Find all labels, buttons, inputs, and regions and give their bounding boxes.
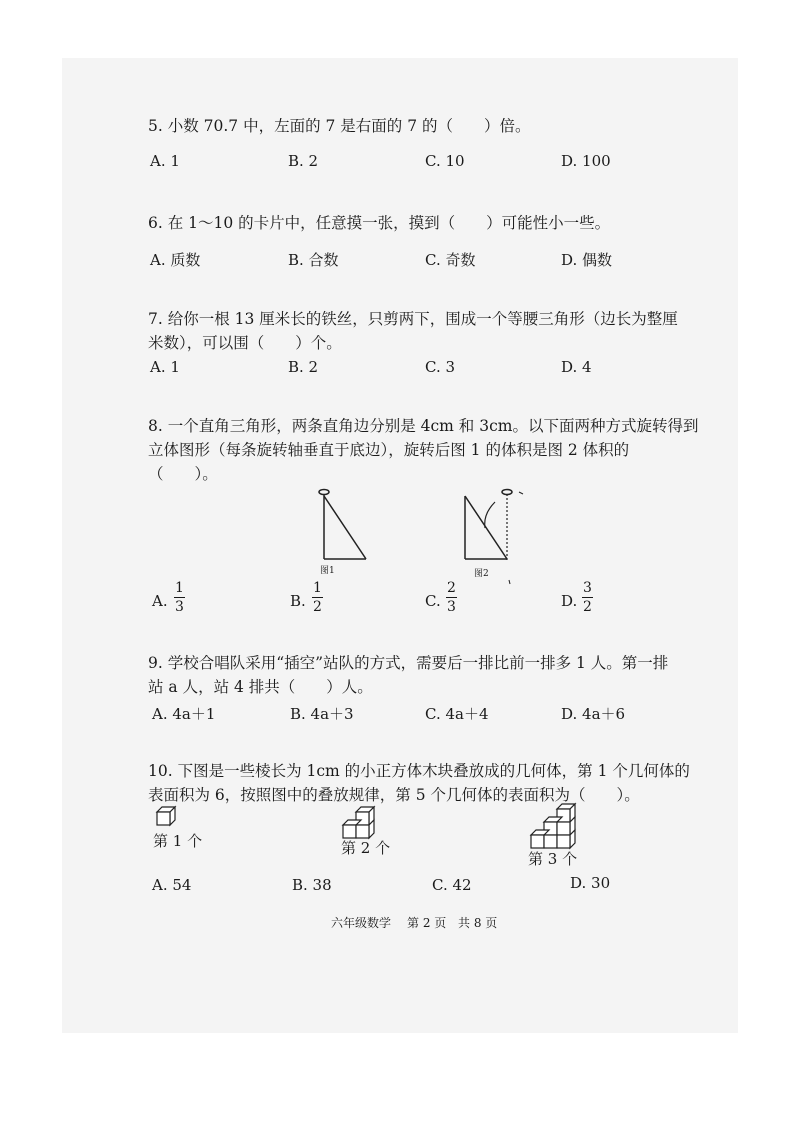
q8-option-d-numerator: 3 <box>583 580 592 596</box>
q8-option-d-denominator: 2 <box>583 599 592 615</box>
cube-stack-1-label: 第 1 个 <box>153 832 203 850</box>
question-10-line-1: 10. 下图是一些棱长为 1cm 的小正方体木块叠放成的几何体，第 1 个几何体的 <box>148 762 690 780</box>
question-8-line-2: 立体图形（每条旋转轴垂直于底边），旋转后图 1 的体积是图 2 体积的 <box>148 441 630 459</box>
q9-option-b[interactable]: B. 4a＋3 <box>290 705 354 723</box>
figure-2-label: 图2 <box>474 569 489 579</box>
q6-option-c[interactable]: C. 奇数 <box>425 251 476 269</box>
q8-option-c-fraction[interactable] <box>446 580 457 615</box>
question-7-line-2: 米数），可以围（ ）个。 <box>148 334 342 352</box>
q8-option-d-fraction[interactable] <box>582 580 593 615</box>
q10-option-c[interactable]: C. 42 <box>432 876 472 894</box>
q7-option-d[interactable]: D. 4 <box>561 358 592 376</box>
q5-option-d[interactable]: D. 100 <box>561 152 611 170</box>
q8-option-d-letter[interactable]: D. <box>561 592 578 610</box>
q9-option-a[interactable]: A. 4a＋1 <box>152 705 216 723</box>
question-6-text: 6. 在 1～10 的卡片中，任意摸一张，摸到（ ）可能性小一些。 <box>148 214 611 232</box>
fraction-bar <box>582 597 593 598</box>
question-7-line-1: 7. 给你一根 13 厘米长的铁丝，只剪两下，围成一个等腰三角形（边长为整厘 <box>148 310 678 328</box>
footer-page-number: 第 2 页 <box>407 916 447 930</box>
cube-stack-2 <box>341 806 381 838</box>
cube-stack-1 <box>156 806 180 830</box>
q8-option-a-numerator: 1 <box>175 580 184 596</box>
q8-option-b-numerator: 1 <box>313 580 322 596</box>
q8-option-b-letter[interactable]: B. <box>290 592 306 610</box>
q8-option-a-letter[interactable]: A. <box>152 592 168 610</box>
q7-option-a[interactable]: A. 1 <box>150 358 180 376</box>
figure-2-rotation-triangle <box>455 484 535 594</box>
question-8-line-1: 8. 一个直角三角形，两条直角边分别是 4cm 和 3cm。以下面两种方式旋转得到 <box>148 417 699 435</box>
cube-stack-2-label: 第 2 个 <box>341 839 391 857</box>
q8-option-a-denominator: 3 <box>175 599 184 615</box>
footer-grade-subject: 六年级数学 <box>331 916 392 930</box>
fraction-bar <box>312 597 323 598</box>
q5-option-a[interactable]: A. 1 <box>150 152 180 170</box>
q8-option-a-fraction[interactable] <box>174 580 185 615</box>
question-8-line-3: （ ）。 <box>148 465 218 483</box>
q7-option-c[interactable]: C. 3 <box>425 358 456 376</box>
question-5-text: 5. 小数 70.7 中，左面的 7 是右面的 7 的（ ）倍。 <box>148 117 531 135</box>
cube-stack-3 <box>528 803 578 849</box>
q8-option-c-letter[interactable]: C. <box>425 592 441 610</box>
figure-1-label: 图1 <box>320 566 335 576</box>
q8-option-b-fraction[interactable] <box>312 580 323 615</box>
question-10-line-2: 表面积为 6，按照图中的叠放规律，第 5 个几何体的表面积为（ ）。 <box>148 786 640 804</box>
question-9-line-1: 9. 学校合唱队采用“插空”站队的方式，需要后一排比前一排多 1 人。第一排 <box>148 654 669 672</box>
q5-option-b[interactable]: B. 2 <box>288 152 319 170</box>
q7-option-b[interactable]: B. 2 <box>288 358 319 376</box>
q10-option-a[interactable]: A. 54 <box>152 876 192 894</box>
q6-option-a[interactable]: A. 质数 <box>150 251 201 269</box>
q8-option-c-denominator: 3 <box>447 599 456 615</box>
q6-option-d[interactable]: D. 偶数 <box>561 251 613 269</box>
footer-total-pages: 共 8 页 <box>458 916 498 930</box>
question-9-line-2: 站 a 人，站 4 排共（ ）人。 <box>148 678 373 696</box>
fraction-bar <box>174 597 185 598</box>
fraction-bar <box>446 597 457 598</box>
q10-option-b[interactable]: B. 38 <box>292 876 332 894</box>
q6-option-b[interactable]: B. 合数 <box>288 251 339 269</box>
q9-option-c[interactable]: C. 4a＋4 <box>425 705 489 723</box>
q8-option-b-denominator: 2 <box>313 599 322 615</box>
q10-option-d[interactable]: D. 30 <box>570 874 611 892</box>
q8-option-c-numerator: 2 <box>447 580 456 596</box>
cube-stack-3-label: 第 3 个 <box>528 850 578 868</box>
q9-option-d[interactable]: D. 4a＋6 <box>561 705 626 723</box>
figure-1-rotation-triangle <box>310 484 380 574</box>
q5-option-c[interactable]: C. 10 <box>425 152 465 170</box>
